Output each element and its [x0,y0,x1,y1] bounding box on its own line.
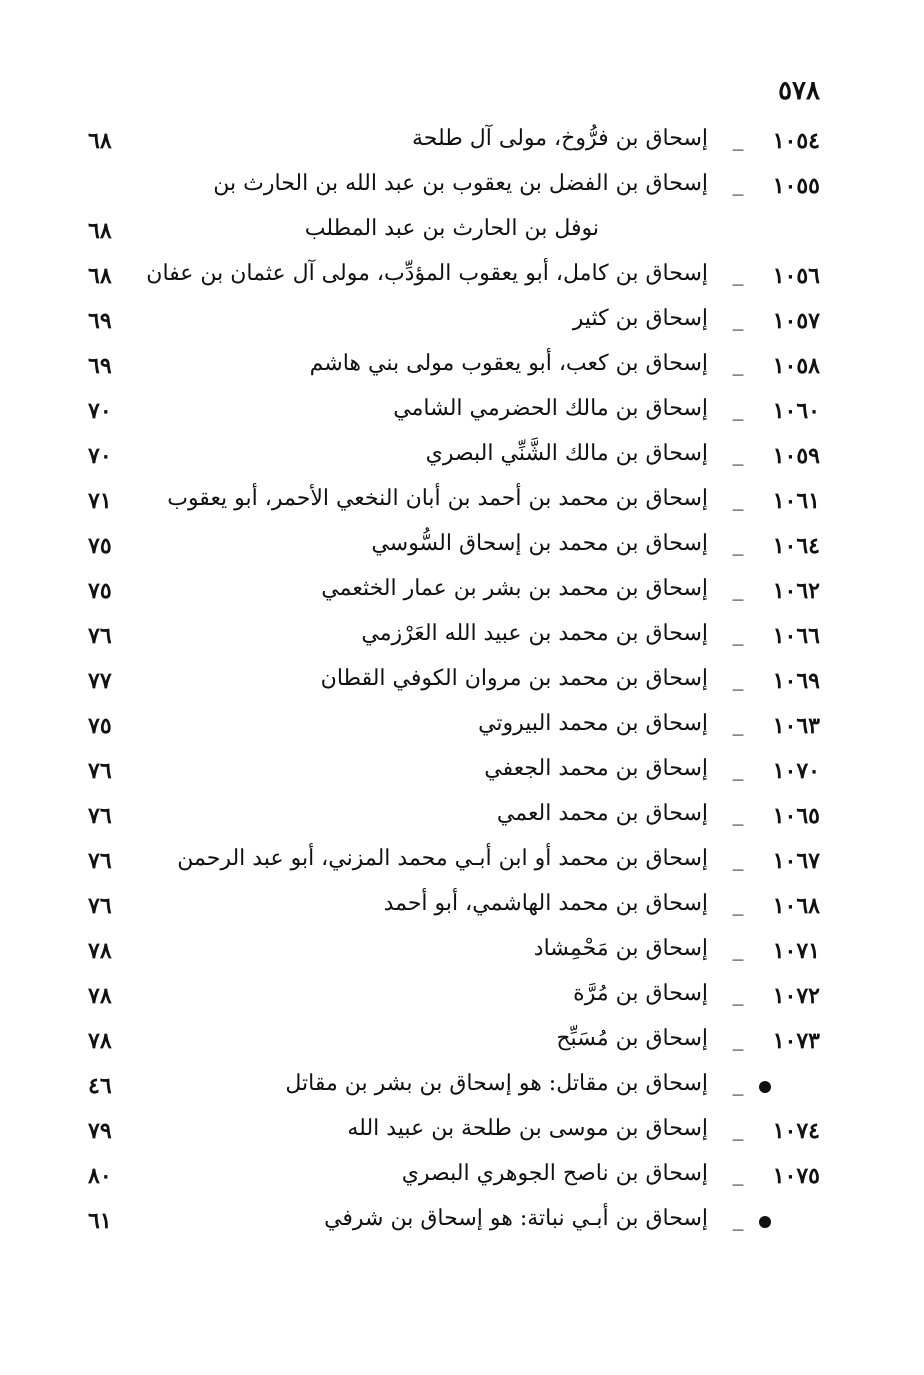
entry-name: إسحاق بن مالك الحضرمي الشامي [393,396,708,421]
entry-number: ١٠٦٢ [772,578,820,604]
index-entry [0,437,924,482]
entry-page: ٦٨ [88,218,112,244]
entry-page: ٦١ [88,1208,112,1234]
entry-name: إسحاق بن كامل، أبو يعقوب المؤدِّب، مولى آل عثمان بن عفان [146,261,708,286]
entry-dash: _ [732,666,744,691]
entry-number: ١٠٦١ [772,488,820,514]
entry-page: ٧٧ [88,668,112,694]
entry-name: نوفل بن الحارث بن عبد المطلب [304,216,599,241]
entry-name: إسحاق بن محمد بن عبيد الله العَرْزمي [361,621,708,646]
entry-page: ٧٥ [88,713,112,739]
entry-dash: _ [732,441,744,466]
entry-number: ١٠٦٣ [772,713,820,739]
entry-page: ٤٦ [88,1073,112,1099]
entry-page: ٧٥ [88,578,112,604]
entry-number: ١٠٦٥ [772,803,820,829]
index-entry [0,347,924,392]
entry-dash: _ [732,396,744,421]
entry-name: إسحاق بن مُرَّة [573,981,708,1006]
entry-number: ١٠٧٤ [772,1118,820,1144]
entry-name: إسحاق بن محمد الهاشمي، أبو أحمد [383,891,708,916]
entry-page: ٧١ [88,488,112,514]
entry-number: ١٠٥٥ [772,173,820,199]
entry-number: ١٠٦٦ [772,623,820,649]
index-entry [0,392,924,437]
index-list [0,122,924,1247]
entry-number: ١٠٦٧ [772,848,820,874]
entry-dash: _ [732,261,744,286]
entry-name: إسحاق بن محمد بن مروان الكوفي القطان [320,666,708,691]
entry-dash: _ [732,351,744,376]
entry-name: إسحاق بن كعب، أبو يعقوب مولى بني هاشم [309,351,708,376]
entry-name: إسحاق بن محمد بن أحمد بن أبان النخعي الأحمر، أبو يعقوب [167,486,708,511]
index-entry [0,797,924,842]
entry-name: إسحاق بن مَحْمِشاد [533,936,708,961]
index-entry [0,572,924,617]
entry-dash: _ [732,1206,744,1231]
entry-number: ١٠٥٧ [772,308,820,334]
entry-number: ١٠٥٦ [772,263,820,289]
entry-dash: _ [732,171,744,196]
index-entry [0,122,924,167]
entry-name: إسحاق بن الفضل بن يعقوب بن عبد الله بن الحارث بن [213,171,708,196]
entry-page: ٦٨ [88,128,112,154]
entry-name: إسحاق بن فرُّوخ، مولى آل طلحة [411,126,708,151]
entry-number: ١٠٦٤ [772,533,820,559]
index-entry [0,752,924,797]
entry-name: إسحاق بن مُسَبِّح [556,1026,708,1051]
entry-name: إسحاق بن محمد العمي [496,801,708,826]
index-entry [0,1022,924,1067]
entry-name: إسحاق بن أبـي نباتة: هو إسحاق بن شرفي [324,1206,708,1231]
entry-page: ٧٦ [88,623,112,649]
entry-page: ٧٦ [88,848,112,874]
entry-number: ١٠٦٠ [772,398,820,424]
index-entry [0,842,924,887]
index-entry [0,1112,924,1157]
entry-dash: _ [732,621,744,646]
index-entry [0,662,924,707]
entry-dash: _ [732,981,744,1006]
entry-dash: _ [732,801,744,826]
entry-number: ١٠٦٨ [772,893,820,919]
entry-dash: _ [732,1161,744,1186]
index-entry [0,212,924,257]
entry-dash: _ [732,711,744,736]
index-entry [0,302,924,347]
index-entry [0,932,924,977]
page-number: ٥٧٨ [778,76,820,106]
entry-name: إسحاق بن مقاتل: هو إسحاق بن بشر بن مقاتل [285,1071,708,1096]
entry-number: ١٠٥٩ [772,443,820,469]
entry-dash: _ [732,1071,744,1096]
index-entry [0,1157,924,1202]
entry-name: إسحاق بن كثير [572,306,708,331]
entry-dash: _ [732,1116,744,1141]
entry-number: ١٠٧٢ [772,983,820,1009]
entry-number: ١٠٥٨ [772,353,820,379]
entry-name: إسحاق بن ناصح الجوهري البصري [401,1161,708,1186]
entry-number: ١٠٧١ [772,938,820,964]
entry-number: ١٠٥٤ [772,128,820,154]
entry-dash: _ [732,306,744,331]
entry-name: إسحاق بن محمد بن إسحاق السُّوسي [371,531,708,556]
entry-name: إسحاق بن محمد بن بشر بن عمار الخثعمي [321,576,708,601]
entry-name: إسحاق بن محمد البيروتي [478,711,708,736]
entry-number: ١٠٧٥ [772,1163,820,1189]
entry-page: ٦٨ [88,263,112,289]
entry-name: إسحاق بن محمد أو ابن أبـي محمد المزني، أبو عبد الرحمن [177,846,708,871]
entry-page: ٧٥ [88,533,112,559]
index-entry [0,257,924,302]
index-entry [0,617,924,662]
entry-page: ٧٨ [88,983,112,1009]
index-entry [0,1067,924,1112]
entry-name: إسحاق بن موسى بن طلحة بن عبيد الله [347,1116,708,1141]
entry-dash: _ [732,891,744,916]
entry-name: إسحاق بن محمد الجعفي [484,756,708,781]
index-entry [0,527,924,572]
entry-dash: _ [732,846,744,871]
entry-page: ٨٠ [88,1163,112,1189]
entry-dash: _ [732,126,744,151]
entry-page: ٧٨ [88,938,112,964]
index-entry [0,167,924,212]
index-entry [0,887,924,932]
entry-number: ١٠٦٩ [772,668,820,694]
entry-page: ٦٩ [88,353,112,379]
entry-page: ٧٠ [88,443,112,469]
entry-number: ١٠٧٠ [772,758,820,784]
entry-dash: _ [732,1026,744,1051]
entry-page: ٧٠ [88,398,112,424]
entry-dash: _ [732,531,744,556]
index-entry [0,977,924,1022]
entry-page: ٧٩ [88,1118,112,1144]
entry-name: إسحاق بن مالك الشَّنِّي البصري [425,441,708,466]
entry-page: ٧٨ [88,1028,112,1054]
entry-dash: _ [732,486,744,511]
entry-dash: _ [732,936,744,961]
entry-page: ٦٩ [88,308,112,334]
entry-page: ٧٦ [88,893,112,919]
index-entry [0,1202,924,1247]
entry-dash: _ [732,576,744,601]
entry-page: ٧٦ [88,803,112,829]
entry-dash: _ [732,756,744,781]
index-entry [0,707,924,752]
entry-page: ٧٦ [88,758,112,784]
index-entry [0,482,924,527]
entry-number: ١٠٧٣ [772,1028,820,1054]
